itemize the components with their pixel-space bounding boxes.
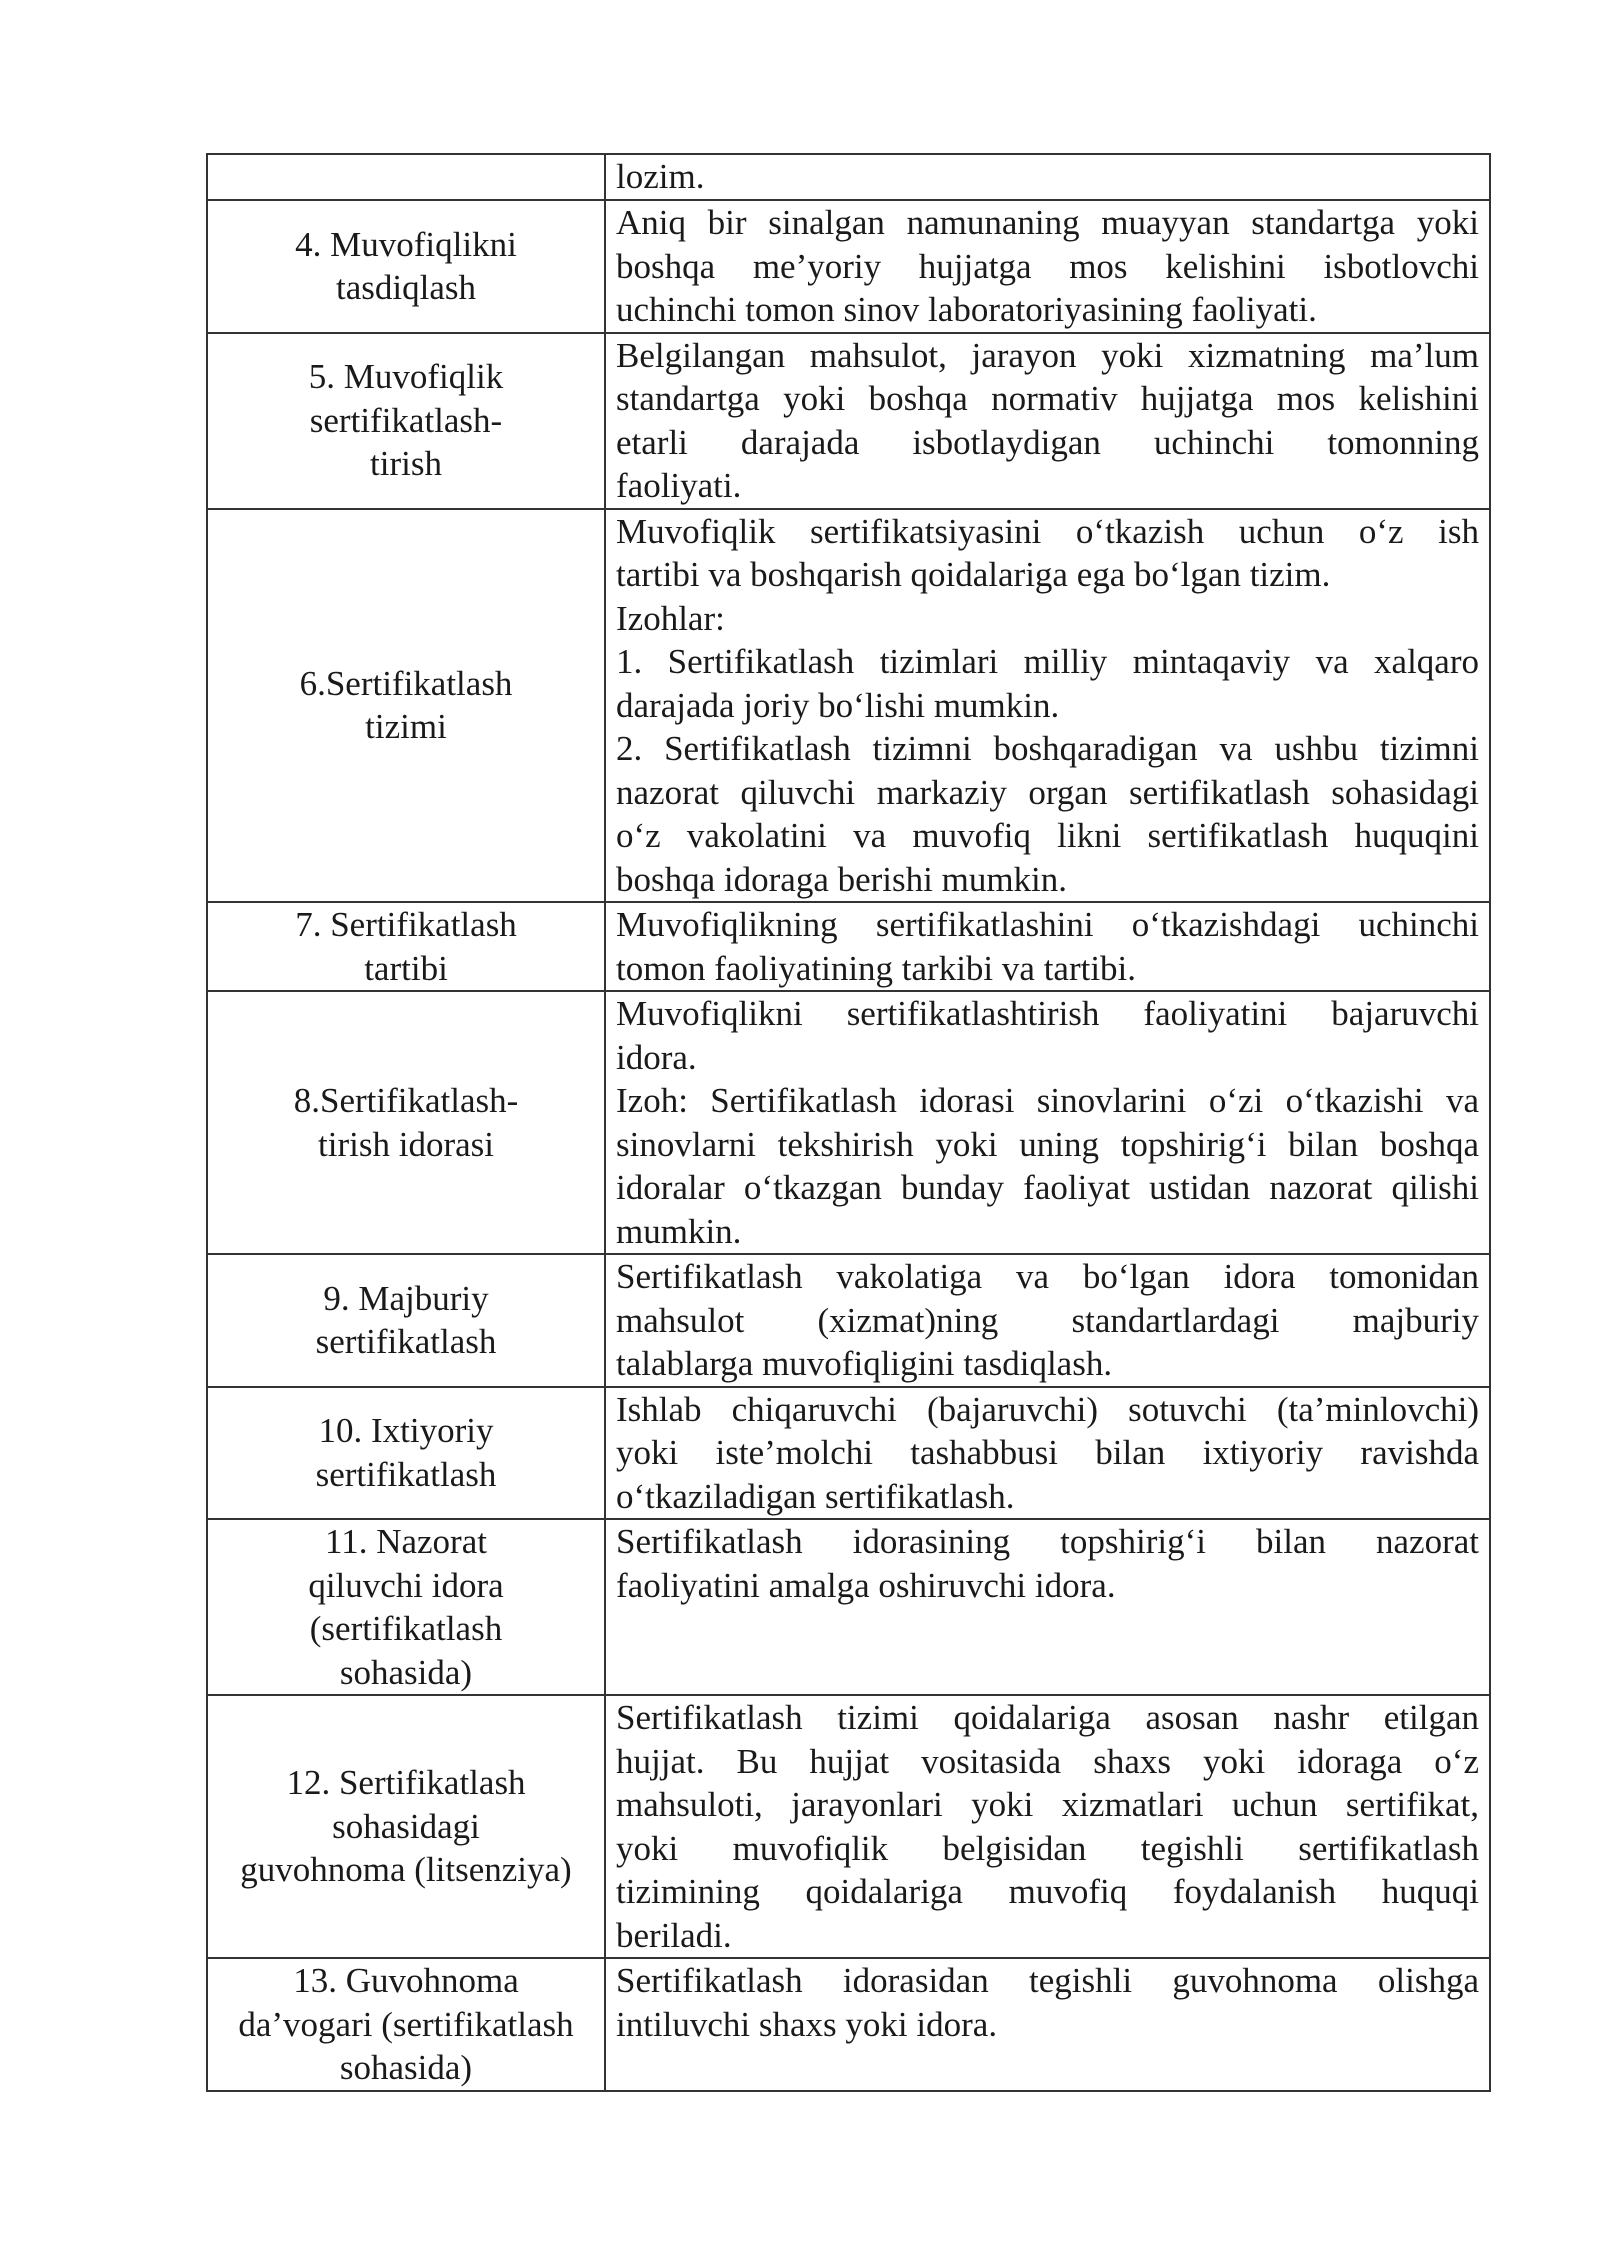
definition-line: Muvofiqlikning sertifikatlashini o‘tkazishdagi uchinchi: [616, 905, 1479, 944]
term-line: 12. Sertifikatlash: [286, 1763, 526, 1803]
term-cell: [207, 154, 605, 200]
term-line: 4. Muvofiqlikni: [295, 224, 517, 264]
term-line: 7. Sertifikatlash: [295, 905, 517, 944]
term-cell: [207, 1254, 605, 1387]
term-line: da’vogari (sertifikatlash: [238, 2004, 574, 2044]
definition-line: yoki iste’molchi tashabbusi bilan ixtiyoriy ravishda: [616, 1433, 1479, 1472]
definition-cell: [605, 154, 1490, 200]
table-row: [207, 991, 1490, 1254]
term-cell: [207, 991, 605, 1254]
term-line: sertifikatlash: [315, 1322, 497, 1362]
term-cell: [207, 1695, 605, 1958]
definition-line: Belgilangan mahsulot, jarayon yoki xizmatning ma’lum: [616, 335, 1479, 375]
definition-cell: [605, 1387, 1490, 1520]
definition-line: o‘z vakolatini va muvofiq likni sertifikatlash huquqini: [616, 816, 1479, 855]
term-cell: [207, 200, 605, 333]
definition-cell: [605, 1958, 1490, 2091]
definition-cell: [605, 991, 1490, 1254]
definition-line: Sertifikatlash tizimi qoidalariga asosan nashr etilgan: [616, 1698, 1479, 1737]
definition-line: Muvofiqlikni sertifikatlashtirish faoliyatini bajaruvchi: [616, 994, 1479, 1033]
definition-line: nazorat qiluvchi markaziy organ sertifikatlash sohasidagi: [616, 772, 1479, 812]
terms-table-body: [207, 154, 1490, 2091]
term-line: sohasida): [339, 1652, 473, 1692]
term-cell: [207, 1387, 605, 1520]
definition-cell: [605, 333, 1490, 509]
table-row: [207, 1519, 1490, 1695]
definition-line: intiluvchi shaxs yoki idora.: [616, 2004, 998, 2044]
term-line: 5. Muvofiqlik: [308, 357, 504, 397]
definition-line: mumkin.: [616, 1211, 742, 1251]
definition-line: tomon faoliyatining tarkibi va tartibi.: [616, 948, 1137, 988]
table-row: [207, 902, 1490, 991]
definition-line: 1. Sertifikatlash tizimlari milliy mintaqaviy va xalqaro: [616, 642, 1479, 681]
definition-line: Izoh: Sertifikatlash idorasi sinovlarini o‘zi o‘tkazishi va: [616, 1081, 1479, 1120]
definition-line: o‘tkaziladigan sertifikatlash.: [616, 1476, 1015, 1516]
term-cell: [207, 509, 605, 903]
definition-cell: [605, 1519, 1490, 1695]
term-cell: [207, 902, 605, 991]
definition-cell: [605, 1695, 1490, 1958]
term-line: tirish: [370, 444, 442, 484]
definition-line: Izohlar:: [616, 598, 725, 638]
term-line: tasdiqlash: [336, 268, 476, 308]
term-line: 10. Ixtiyoriy: [318, 1411, 494, 1451]
definition-line: etarli darajada isbotlaydigan uchinchi tomonning: [616, 422, 1479, 462]
definition-line: Muvofiqlik sertifikatsiyasini o‘tkazish uchun o‘z ish: [616, 511, 1479, 551]
term-line: qiluvchi idora: [308, 1565, 504, 1605]
definition-line: sinovlarni tekshirish yoki uning topshirig‘i bilan boshqa: [616, 1124, 1479, 1164]
term-line: 6.Sertifikatlash: [299, 663, 513, 703]
definition-line: talablarga muvofiqligini tasdiqlash.: [616, 1344, 1113, 1383]
definition-line: Sertifikatlash idorasining topshirig‘i bilan nazorat: [616, 1522, 1479, 1561]
definition-line: Aniq bir sinalgan namunaning muayyan standartga yoki: [616, 203, 1479, 242]
term-line: sertifikatlash: [315, 1454, 497, 1494]
term-line: 11. Nazorat: [325, 1522, 487, 1561]
definition-line: 2. Sertifikatlash tizimni boshqaradigan va ushbu tizimni: [616, 729, 1479, 768]
term-line: sertifikatlash-: [309, 400, 503, 440]
term-line: sohasida): [339, 2048, 473, 2087]
term-line: 8.Sertifikatlash-: [293, 1081, 519, 1120]
definition-line: tizimining qoidalariga muvofiq foydalanish huquqi: [616, 1872, 1479, 1911]
definition-line: faoliyatini amalga oshiruvchi idora.: [616, 1565, 1116, 1605]
table-row: [207, 1958, 1490, 2091]
term-cell: [207, 1958, 605, 2091]
term-cell: [207, 333, 605, 509]
definition-line: standartga yoki boshqa normativ hujjatga mos kelishini: [616, 379, 1479, 418]
definition-line: Sertifikatlash idorasidan tegishli guvohnoma olishga: [616, 1961, 1479, 2000]
term-line: (sertifikatlash: [309, 1609, 503, 1648]
definition-line: beriladi.: [616, 1915, 732, 1955]
table-row: [207, 154, 1490, 200]
term-line: tizimi: [365, 707, 447, 747]
table-row: [207, 1254, 1490, 1387]
definition-line: mahsulot (xizmat)ning standartlardagi majburiy: [616, 1300, 1479, 1340]
term-line: tartibi: [364, 948, 448, 988]
definition-line: lozim.: [616, 157, 705, 196]
definition-line: idoralar o‘tkazgan bunday faoliyat ustidan nazorat qilishi: [616, 1168, 1479, 1207]
definition-line: tartibi va boshqarish qoidalariga ega bo‘lgan tizim.: [616, 555, 1331, 594]
definition-line: mahsuloti, jarayonlari yoki xizmatlari uchun sertifikat,: [616, 1785, 1479, 1824]
term-line: 13. Guvohnoma: [293, 1961, 519, 2000]
definition-line: darajada joriy bo‘lishi mumkin.: [616, 685, 1060, 725]
term-line: sohasidagi: [332, 1806, 480, 1846]
definition-cell: [605, 902, 1490, 991]
definition-line: Sertifikatlash vakolatiga va bo‘lgan idora tomonidan: [616, 1257, 1479, 1296]
definition-line: Ishlab chiqaruvchi (bajaruvchi) sotuvchi (ta’minlovchi): [616, 1389, 1479, 1429]
table-row: [207, 333, 1490, 509]
term-line: guvohnoma (litsenziya): [240, 1850, 572, 1890]
definition-cell: [605, 200, 1490, 333]
definition-cell: [605, 1254, 1490, 1387]
table-row: [207, 1387, 1490, 1520]
table-row: [207, 200, 1490, 333]
definition-line: yoki muvofiqlik belgisidan tegishli sertifikatlash: [616, 1828, 1479, 1868]
definition-line: idora.: [616, 1037, 697, 1077]
definition-line: uchinchi tomon sinov laboratoriyasining faoliyati.: [616, 290, 1317, 329]
definition-line: faoliyati.: [616, 466, 742, 505]
term-cell: [207, 1519, 605, 1695]
definition-cell: [605, 509, 1490, 903]
term-line: tirish idorasi: [318, 1124, 494, 1164]
table-row: [207, 1695, 1490, 1958]
terms-table: [206, 153, 1491, 2092]
term-line: 9. Majburiy: [323, 1278, 489, 1318]
table-row: [207, 509, 1490, 903]
definition-line: hujjat. Bu hujjat vositasida shaxs yoki idoraga o‘z: [616, 1741, 1479, 1781]
definition-line: boshqa idoraga berishi mumkin.: [616, 859, 1068, 899]
definition-line: boshqa me’yoriy hujjatga mos kelishini isbotlovchi: [616, 246, 1479, 286]
